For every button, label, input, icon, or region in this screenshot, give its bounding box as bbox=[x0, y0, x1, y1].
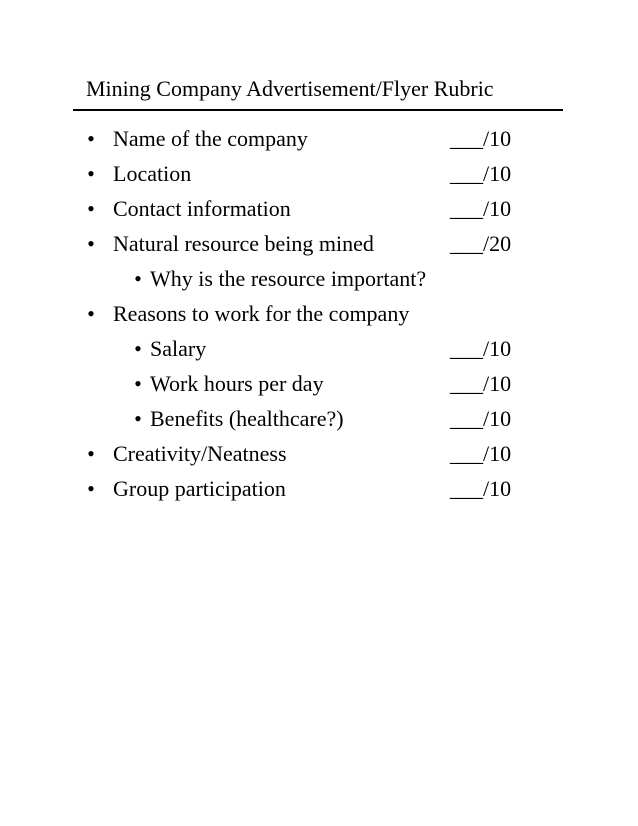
rubric-item-score: ___/10 bbox=[450, 196, 512, 221]
rubric-item-company-name bbox=[0, 124, 638, 154]
rubric-item-score: ___/10 bbox=[450, 406, 512, 431]
rubric-subitem-resource-importance bbox=[0, 264, 638, 294]
rubric-item-label: Location bbox=[113, 161, 192, 186]
bullet-icon: • bbox=[134, 336, 142, 361]
rubric-item-label: Creativity/Neatness bbox=[113, 441, 287, 466]
rubric-item-label: Why is the resource important? bbox=[150, 266, 427, 291]
bullet-icon: • bbox=[134, 371, 142, 396]
bullet-icon: • bbox=[87, 126, 95, 151]
bullet-icon: • bbox=[87, 476, 95, 501]
rubric-item-location bbox=[0, 159, 638, 189]
bullet-icon: • bbox=[87, 301, 95, 326]
rubric-item-contact bbox=[0, 194, 638, 224]
rubric-item-label: Reasons to work for the company bbox=[113, 301, 410, 326]
title-underline bbox=[73, 109, 563, 111]
rubric-subitem-work-hours bbox=[0, 369, 638, 399]
rubric-item-group-participation bbox=[0, 474, 638, 504]
rubric-item-label: Group participation bbox=[113, 476, 286, 501]
bullet-icon: • bbox=[87, 196, 95, 221]
rubric-item-natural-resource bbox=[0, 229, 638, 259]
rubric-subitem-salary bbox=[0, 334, 638, 364]
rubric-item-score: ___/10 bbox=[450, 336, 512, 361]
rubric-item-creativity bbox=[0, 439, 638, 469]
bullet-icon: • bbox=[87, 441, 95, 466]
rubric-item-reasons bbox=[0, 299, 638, 329]
rubric-item-label: Name of the company bbox=[113, 126, 308, 151]
bullet-icon: • bbox=[134, 266, 142, 291]
page-title: Mining Company Advertisement/Flyer Rubric bbox=[86, 76, 494, 101]
bullet-icon: • bbox=[134, 406, 142, 431]
rubric-item-score: ___/10 bbox=[450, 126, 512, 151]
rubric-item-score: ___/10 bbox=[450, 371, 512, 396]
rubric-subitem-benefits bbox=[0, 404, 638, 434]
rubric-item-label: Natural resource being mined bbox=[113, 231, 374, 256]
bullet-icon: • bbox=[87, 161, 95, 186]
rubric-item-label: Contact information bbox=[113, 196, 291, 221]
rubric-item-label: Salary bbox=[150, 336, 207, 361]
rubric-item-score: ___/10 bbox=[450, 441, 512, 466]
rubric-item-label: Work hours per day bbox=[150, 371, 324, 396]
rubric-item-label: Benefits (healthcare?) bbox=[150, 406, 344, 431]
bullet-icon: • bbox=[87, 231, 95, 256]
rubric-item-score: ___/20 bbox=[450, 231, 512, 256]
rubric-item-score: ___/10 bbox=[450, 161, 512, 186]
rubric-item-score: ___/10 bbox=[450, 476, 512, 501]
